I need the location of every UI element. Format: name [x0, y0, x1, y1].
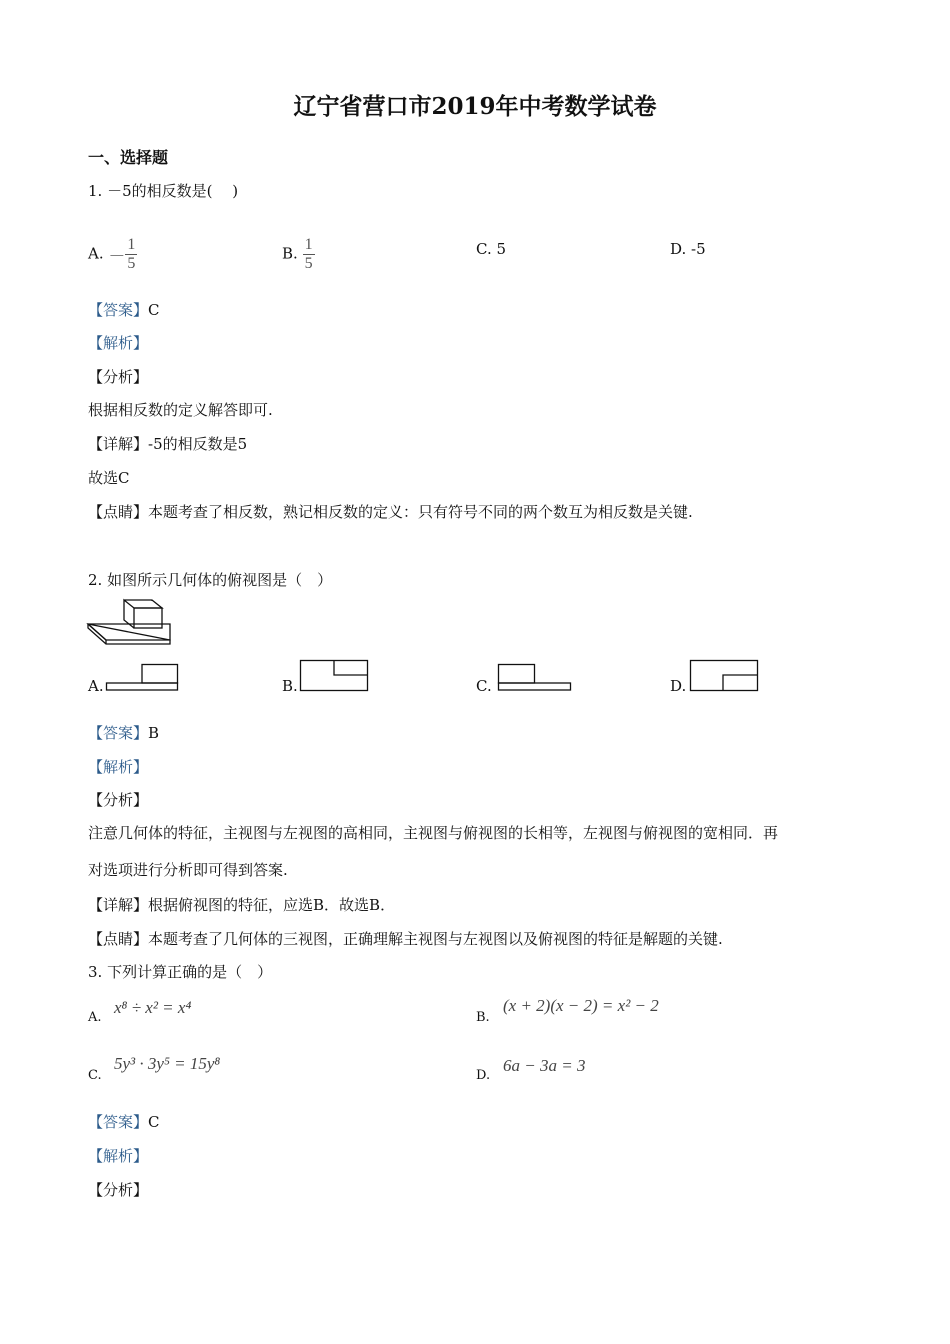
q3-fenxi: 【分析】 — [88, 1181, 149, 1199]
q1-option-c: C. 5 — [476, 240, 507, 258]
q3-option-d-label: D. — [476, 1068, 491, 1083]
page-title: 辽宁省营口市2019年中考数学试卷 — [293, 93, 657, 120]
q1-option-b-label: B. — [282, 244, 298, 263]
section-heading: 一、选择题 — [88, 148, 169, 167]
q3-jiexi: 【解析】 — [88, 1147, 149, 1165]
q2-option-b-figure — [300, 660, 370, 692]
q2-stem: 2. 如图所示几何体的俯视图是（ ） — [88, 571, 333, 589]
q1-option-b-fraction — [303, 236, 315, 273]
q2-option-d-figure — [690, 660, 760, 692]
q3-option-a-label: A. — [88, 1010, 102, 1025]
answer-value: C — [148, 301, 160, 319]
q2-fenxi: 【分析】 — [88, 791, 149, 809]
q3-stem: 3. 下列计算正确的是（ ） — [88, 963, 273, 981]
detail-text: -5的相反数是5 — [148, 435, 248, 453]
detail-text: 根据俯视图的特征，应选B．故选B． — [148, 896, 396, 914]
dianjing-tag: 【点睛】 — [88, 503, 149, 521]
q3-option-d-expr: 6a − 3a = 3 — [503, 1056, 586, 1075]
q1-conclusion: 故选C — [88, 469, 130, 487]
q3-option-c-label: C. — [88, 1068, 102, 1083]
answer-tag: 【答案】 — [88, 1113, 149, 1131]
dianjing-text: 本题考查了几何体的三视图，正确理解主视图与左视图以及俯视图的特征是解题的关键. — [148, 930, 723, 948]
detail-tag: 【详解】 — [88, 435, 149, 453]
q2-option-d-label: D. — [670, 677, 687, 695]
q2-analysis-line1: 注意几何体的特征，主视图与左视图的高相同，主视图与俯视图的长相等，左视图与俯视图的宽相同．再 — [88, 824, 779, 842]
fraction-numerator: 1 — [127, 236, 136, 253]
q3-option-c-expr: 5y³ · 3y⁵ = 15y⁸ — [114, 1054, 221, 1073]
q2-option-b-label: B. — [282, 677, 298, 695]
q1-fenxi: 【分析】 — [88, 368, 149, 386]
q1-dianjing — [88, 501, 693, 522]
q3-option-b-expr: (x + 2)(x − 2) = x² − 2 — [503, 996, 659, 1015]
q2-solid-figure — [86, 598, 176, 646]
q1-option-a-label: A. — [88, 244, 104, 263]
q2-detail — [88, 894, 395, 915]
detail-tag: 【详解】 — [88, 896, 149, 914]
q3-option-a-expr: x⁸ ÷ x² = x⁴ — [114, 998, 192, 1017]
fraction-numerator: 1 — [304, 236, 313, 253]
q1-stem: 1. －5的相反数是( ) — [88, 182, 239, 200]
dianjing-text: 本题考查了相反数，熟记相反数的定义：只有符号不同的两个数互为相反数是关键. — [148, 503, 693, 521]
q2-dianjing — [88, 928, 723, 949]
answer-value: B — [148, 724, 160, 742]
q2-option-c-figure — [498, 664, 574, 692]
q1-option-d: D. -5 — [670, 240, 706, 258]
q2-answer — [88, 722, 159, 743]
q1-jiexi: 【解析】 — [88, 334, 149, 352]
q1-option-b — [282, 236, 315, 273]
answer-tag: 【答案】 — [88, 724, 149, 742]
dianjing-tag: 【点睛】 — [88, 930, 149, 948]
q2-option-c-label: C. — [476, 677, 492, 695]
q2-option-a-figure — [106, 664, 180, 692]
q2-jiexi: 【解析】 — [88, 758, 149, 776]
answer-value: C — [148, 1113, 160, 1131]
q1-answer — [88, 299, 160, 320]
q1-analysis: 根据相反数的定义解答即可. — [88, 401, 273, 419]
fraction-denominator: 5 — [127, 255, 136, 272]
q3-option-b-label: B. — [476, 1010, 490, 1025]
q1-option-a-sign: － — [108, 247, 126, 266]
fraction-denominator: 5 — [304, 255, 313, 272]
q3-answer — [88, 1111, 160, 1132]
q1-detail — [88, 433, 247, 454]
q2-analysis-line2: 对选项进行分析即可得到答案. — [88, 861, 288, 879]
q1-option-a-fraction — [125, 236, 137, 273]
q2-option-a-label: A. — [88, 677, 104, 695]
q1-option-a — [88, 236, 137, 273]
answer-tag: 【答案】 — [88, 301, 149, 319]
